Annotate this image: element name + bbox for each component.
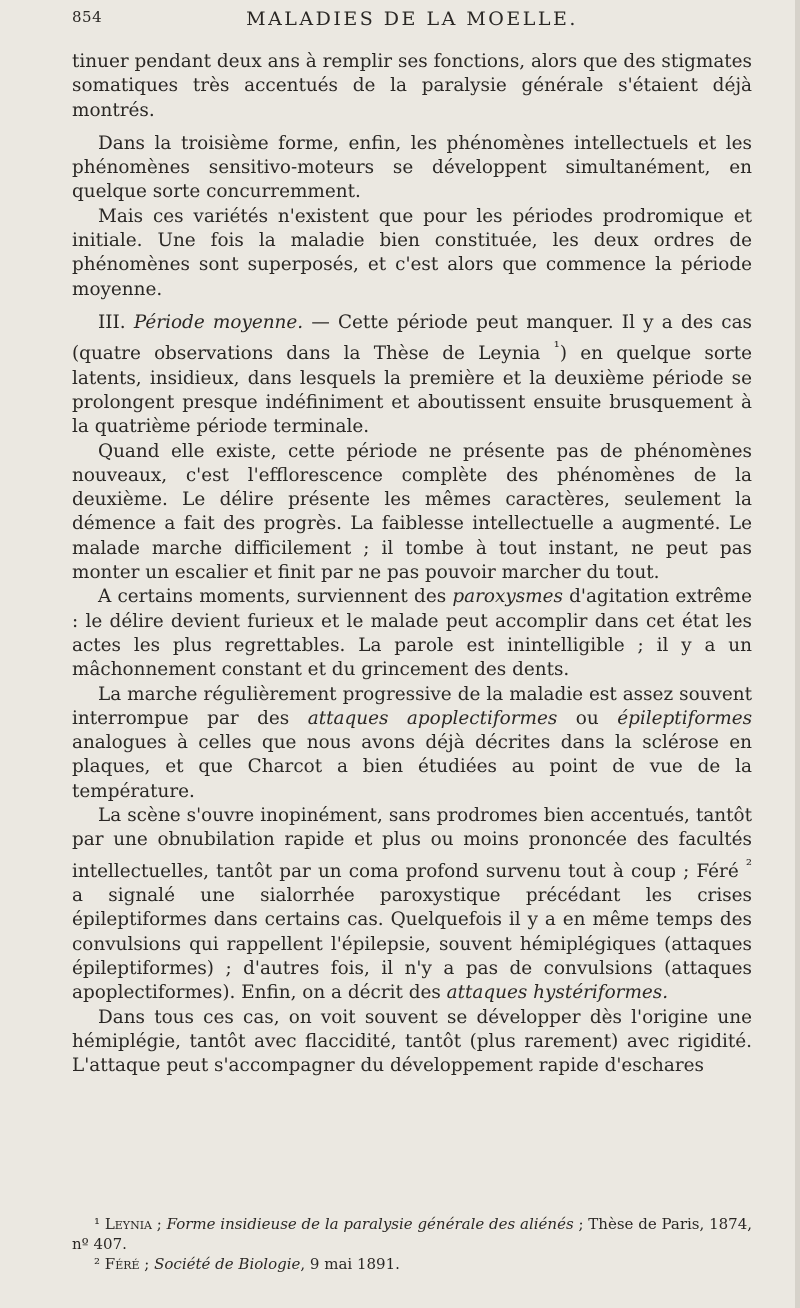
paragraph-5: Quand elle existe, cette période ne présente pas de phénomènes nouveaux, c'est l'efflorescence complète des phénomènes de la deuxième. Le délire présente les mêmes caractères, seulement la démence a fait des progrès. La faiblesse intellectuelle a augmenté. Le malade marche difficilement ; il tombe à tout instant, ne peut pas monter un escalier et finit par ne pas pouvoir marcher du tout. — [72, 440, 752, 584]
footnote-title: Forme insidieuse de la paralysie générale des aliénés — [166, 1215, 574, 1233]
footnote-title: Société de Biologie — [154, 1255, 301, 1273]
body-text — [72, 50, 752, 1078]
section-number: III. — [98, 311, 134, 333]
page-number: 854 — [72, 8, 103, 26]
paragraph-6: A certains moments, surviennent des paroxysmes d'agitation extrême : le délire devient furieux et le malade peut accomplir dans cet état les actes les plus regrettables. La parole est inintelligible ; il y a un mâchonnement constant et du grincement des dents. — [72, 586, 752, 681]
footnote-ref-2: ² — [745, 855, 752, 874]
footnote-1: ¹ Leynia ; Forme insidieuse de la paralysie générale des aliénés ; Thèse de Paris, 1874, nº 407. — [72, 1215, 753, 1253]
paragraph-8: La scène s'ouvre inopinément, sans prodromes bien accentués, tantôt par une obnubilation rapide et plus ou moins prononcée des facultés intellectuelles, tantôt par un coma profond survenu tout à coup ; Féré $^{^2}$ a signalé une sialorrhée paroxystique précédant les crises épileptiformes dans certains cas. Quelquefois il y a en même temps des convulsions qui rappellent l'épilepsie, souvent hémiplégiques (attaques épileptiformes) ; d'autres fois, il n'y a pas de convulsions (attaques apoplectiformes). Enfin, on a décrit des attaques hystériformes. — [72, 805, 752, 1004]
footnote-author: Leynia — [104, 1215, 152, 1233]
page-header — [72, 8, 752, 38]
paragraph-4: III. Période moyenne. — Cette période peut manquer. Il y a des cas (quatre observations dans la Thèse de Leynia $^{^1}$) en quelque sorte latents, insidieux, dans lesquels la première et la deuxième période se prolongent presque indéfiniment et aboutissent ensuite brusquement à la quatrième période terminale. — [72, 311, 752, 438]
paragraph-7: La marche régulièrement progressive de la maladie est assez souvent interrompue par des attaques apoplectiformes ou épileptiformes analogues à celles que nous avons déjà décrites dans la sclérose en plaques, et que Charcot a bien étudiées au point de vue de la température. — [72, 683, 753, 802]
italic-term: épileptiformes — [617, 707, 753, 729]
paragraph-3: Mais ces variétés n'existent que pour les périodes prodromique et initiale. Une fois la maladie bien constituée, les deux ordres de phénomènes sont superposés, et c'est alors que commence la période moyenne. — [72, 205, 752, 300]
page-edge — [795, 0, 800, 1308]
paragraph-1: tinuer pendant deux ans à remplir ses fonctions, alors que des stigmates somatiques très accentués de la paralysie générale s'étaient déjà montrés. — [72, 51, 752, 121]
footnote-author: Féré — [104, 1255, 140, 1273]
footnotes — [72, 1214, 752, 1274]
italic-term: attaques apoplectiformes — [307, 707, 558, 729]
italic-term: paroxysmes — [452, 586, 563, 608]
section-title: Période moyenne. — [133, 311, 304, 333]
italic-term: attaques hystériformes. — [446, 982, 669, 1004]
footnote-ref-1: ¹ — [553, 338, 560, 357]
footnote-2: ² Féré ; Société de Biologie, 9 mai 1891. — [94, 1255, 400, 1273]
paragraph-9: Dans tous ces cas, on voit souvent se développer dès l'origine une hémiplégie, tantôt avec flaccidité, tantôt (plus rarement) avec rigidité. L'attaque peut s'accompagner du développement rapide d'eschares — [72, 1006, 752, 1077]
running-title: MALADIES DE LA MOELLE. — [246, 8, 578, 30]
paragraph-2: Dans la troisième forme, enfin, les phénomènes intellectuels et les phénomènes sensitivo-moteurs se développent simultanément, en quelque sorte concurremment. — [72, 132, 752, 203]
